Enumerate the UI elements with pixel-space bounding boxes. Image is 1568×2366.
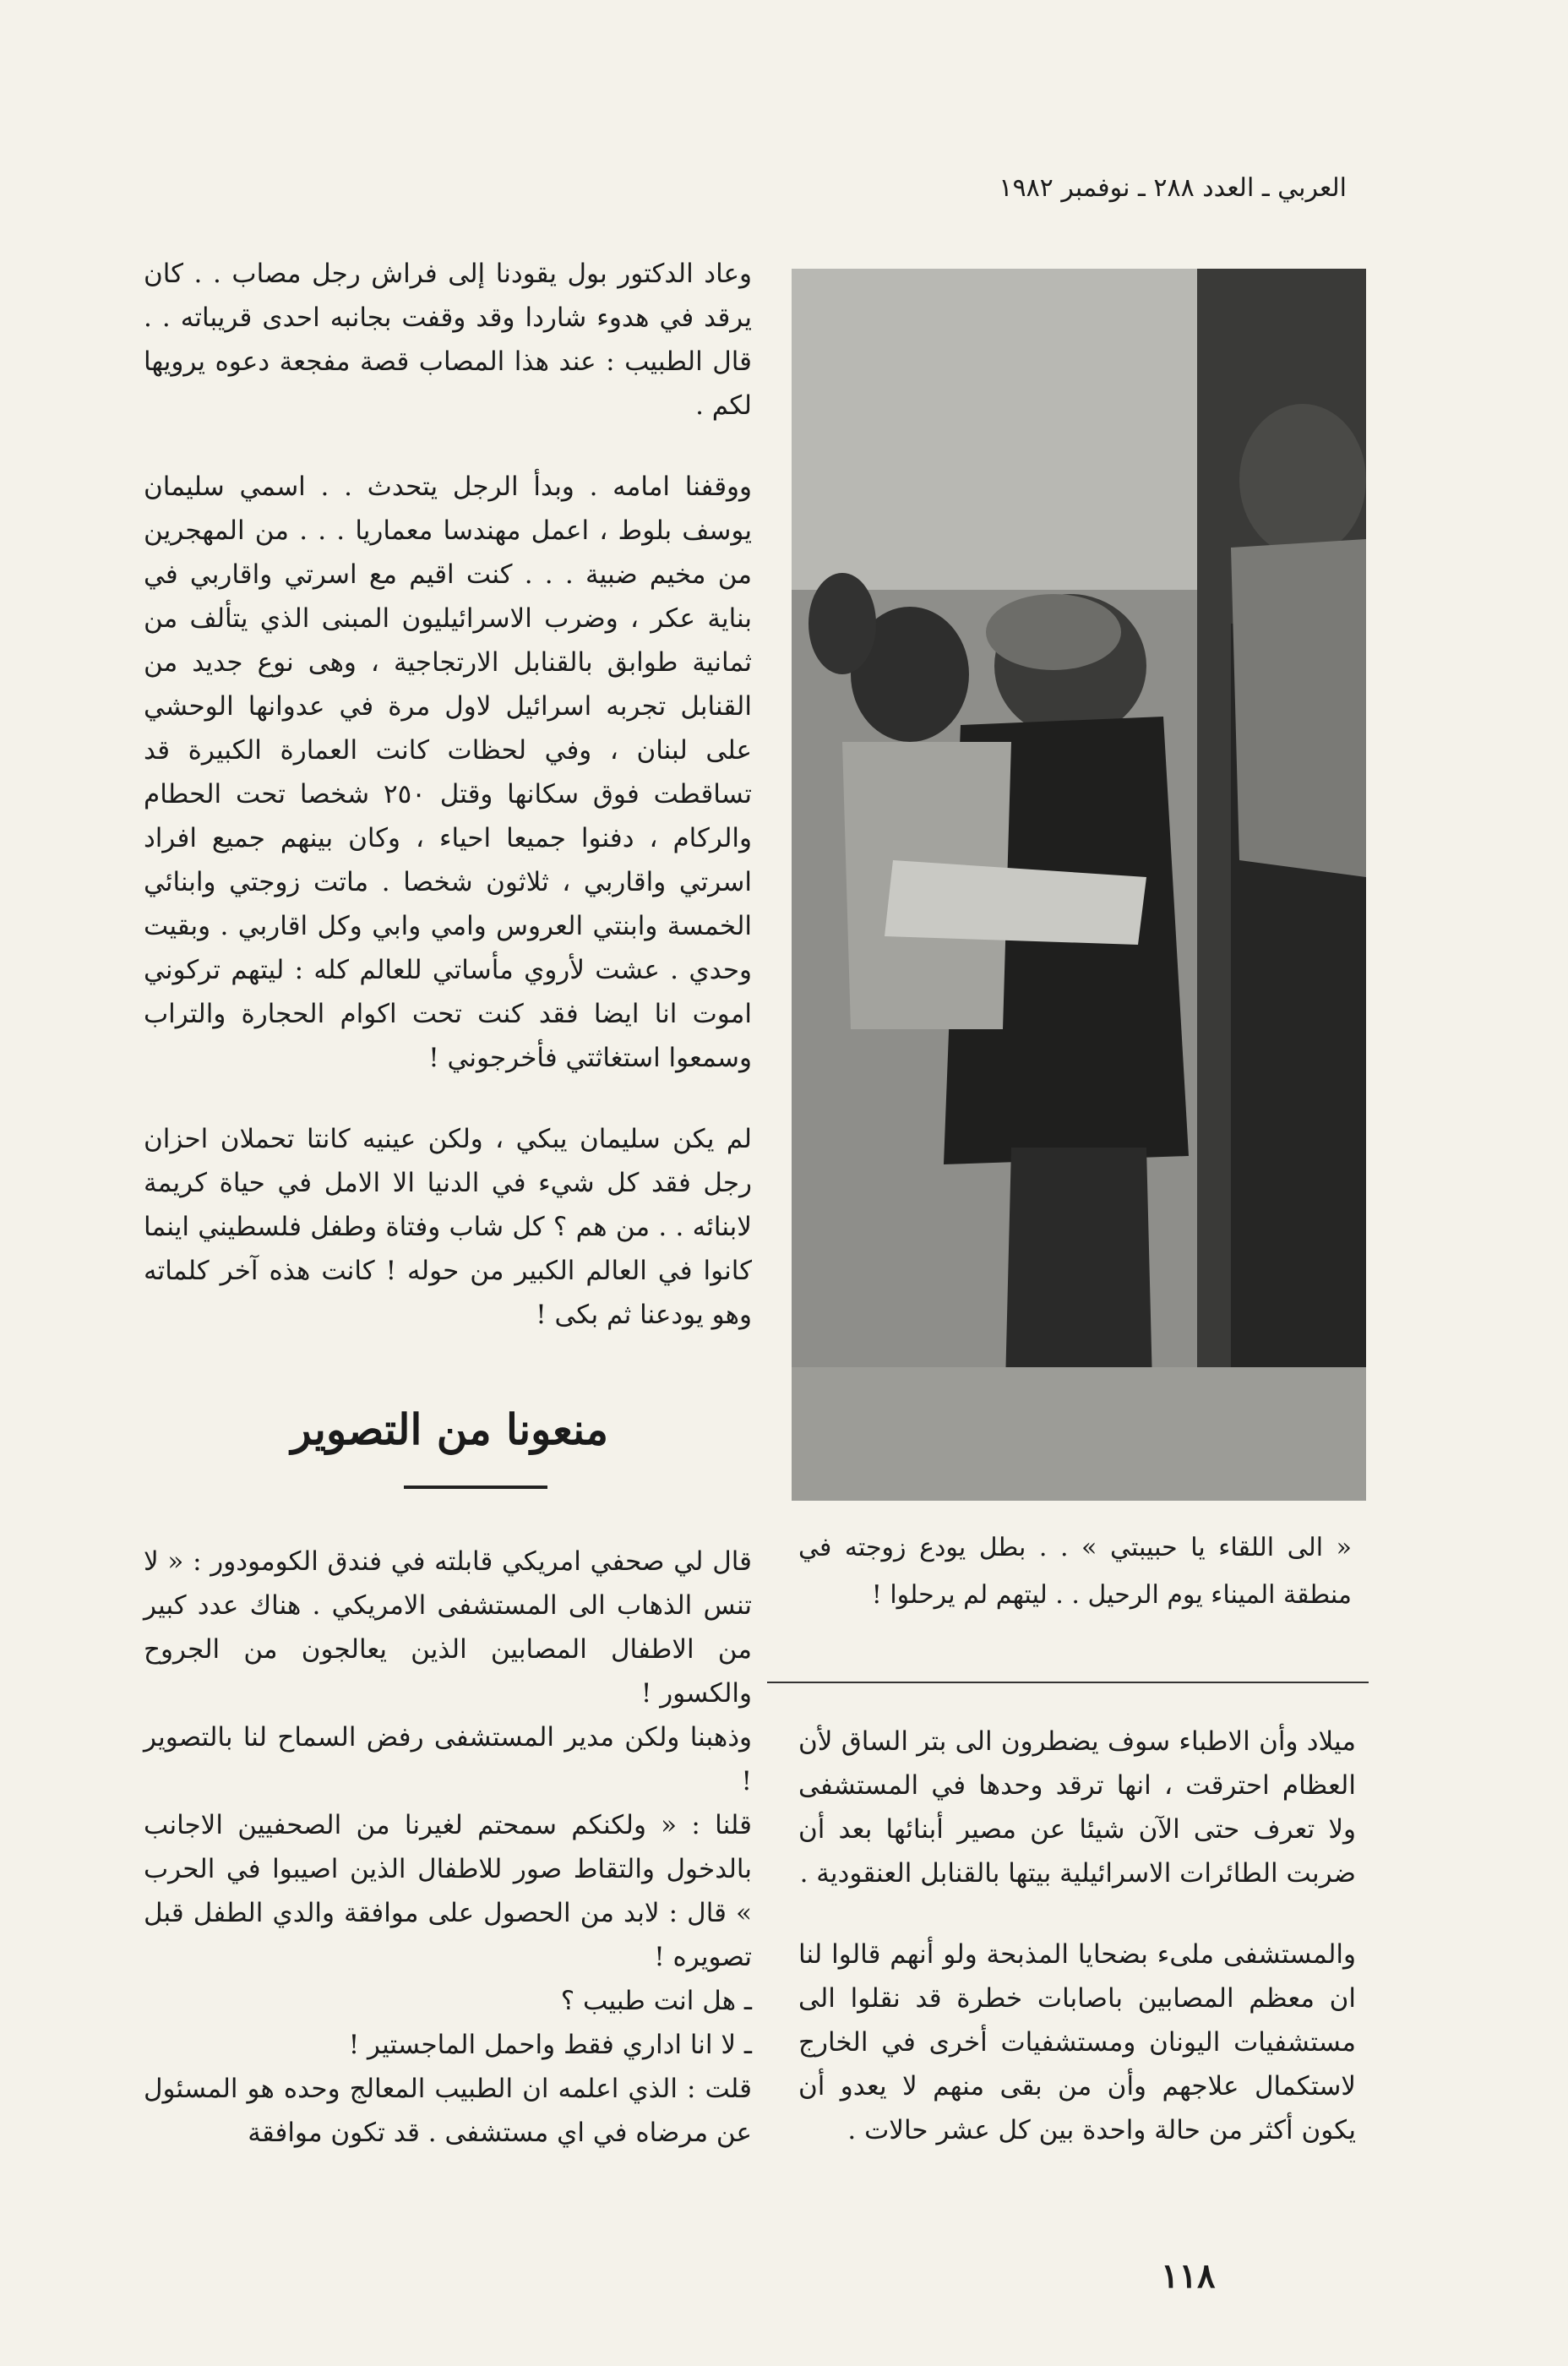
right-column-bottom-text <box>798 1720 1356 2152</box>
paragraph: وعاد الدكتور بول يقودنا إلى فراش رجل مصاب . . كان يرقد في هدوء شاردا وقد وقفت بجانبه احدى قريباته . . قال الطبيب : عند هذا المصاب قصة مفجعة دعوه يرويها لكم . <box>144 259 752 421</box>
photo-illustration <box>792 269 1366 1501</box>
news-photo <box>792 269 1366 1501</box>
photo-caption: « الى اللقاء يا حبيبتي » . . بطل يودع زوجته في منطقة الميناء يوم الرحيل . . ليتهم لم يرحلوا ! <box>798 1533 1352 1610</box>
page-header: العربي ـ العدد ٢٨٨ ـ نوفمبر ١٩٨٢ <box>999 173 1347 203</box>
paragraph: قلنا : « ولكنكم سمحتم لغيرنا من الصحفيين الاجانب بالدخول والتقاط صور للاطفال الذين اصيبوا في الحرب » قال : لابد من الحصول على موافقة والدي الطفل قبل تصويره ! <box>144 1810 752 1972</box>
paragraph: قال لي صحفي امريكي قابلته في فندق الكومودور : « لا تنس الذهاب الى المستشفى الامريكي . هناك عدد كبير من الاطفال المصابين الذين يعالجون من الجروح والكسور ! <box>144 1546 752 1709</box>
paragraph: ميلاد وأن الاطباء سوف يضطرون الى بتر الساق لأن العظام احترقت ، انها ترقد وحدها في المستشفى ولا تعرف حتى الآن شيئا عن مصير أبنائها بعد أن ضربت الطائرات الاسرائيلية بيتها بالقنابل العنقودية . <box>798 1726 1356 1889</box>
page-number: ١١٨ <box>1161 2256 1216 2296</box>
paragraph: ووقفنا امامه . وبدأ الرجل يتحدث . . اسمي سليمان يوسف بلوط ، اعمل مهندسا معماريا . . . من المهجرين من مخيم ضبية . . . كنت اقيم مع اسرتي واقاربي في بناية عكر ، وضرب الاسرائيليون المبنى الذي يتألف من ثمانية طوابق بالقنابل الارتجاجية ، وهى نوع جديد من القنابل تجربه اسرائيل لاول مرة في عدوانها الوحشي على لبنان ، وفي لحظات كانت العمارة الكبيرة قد تساقطت فوق سكانها وقتل ٢٥٠ شخصا تحت الحطام والركام ، دفنوا جميعا احياء ، وكان بينهم جميع افراد اسرتي واقاربي ، ثلاثون شخصا . ماتت زوجتي وابنائي الخمسة وابنتي العروس وامي وابي وكل اقاربي . وبقيت وحدي . عشت لأروي مأساتي للعالم كله : ليتهم تركوني اموت انا ايضا فقد كنت تحت اكوام الحجارة والتراب وسمعوا استغاثتي فأخرجوني ! <box>144 472 752 1073</box>
column-divider <box>767 1682 1369 1683</box>
left-column-bottom-text <box>144 1540 752 2155</box>
left-column-top-text <box>144 252 752 1337</box>
paragraph: والمستشفى ملىء بضحايا المذبحة ولو أنهم قالوا لنا ان معظم المصابين باصابات خطرة قد نقلوا الى مستشفيات اليونان ومستشفيات أخرى في الخارج لاستكمال علاجهم وأن من بقى منهم لا يعدو أن يكون أكثر من حالة واحدة بين كل عشر حالات . <box>798 1939 1356 2145</box>
section-title: منعونا من التصوير <box>291 1404 608 1454</box>
paragraph: ـ هل انت طبيب ؟ <box>560 1986 752 2016</box>
section-title-underline <box>404 1486 547 1489</box>
paragraph: ـ لا انا اداري فقط واحمل الماجستير ! <box>348 2030 752 2060</box>
paragraph: لم يكن سليمان يبكي ، ولكن عينيه كانتا تحملان احزان رجل فقد كل شيء في الدنيا الا الامل في حياة كريمة لابنائه . . من هم ؟ كل شاب وفتاة وطفل فلسطيني اينما كانوا في العالم الكبير من حوله ! كانت هذه آخر كلماته وهو يودعنا ثم بكى ! <box>144 1124 752 1330</box>
paragraph: وذهبنا ولكن مدير المستشفى رفض السماح لنا بالتصوير ! <box>144 1722 752 1796</box>
paragraph: قلت : الذي اعلمه ان الطبيب المعالج وحده هو المسئول عن مرضاه في اي مستشفى . قد تكون موافقة <box>144 2074 752 2148</box>
